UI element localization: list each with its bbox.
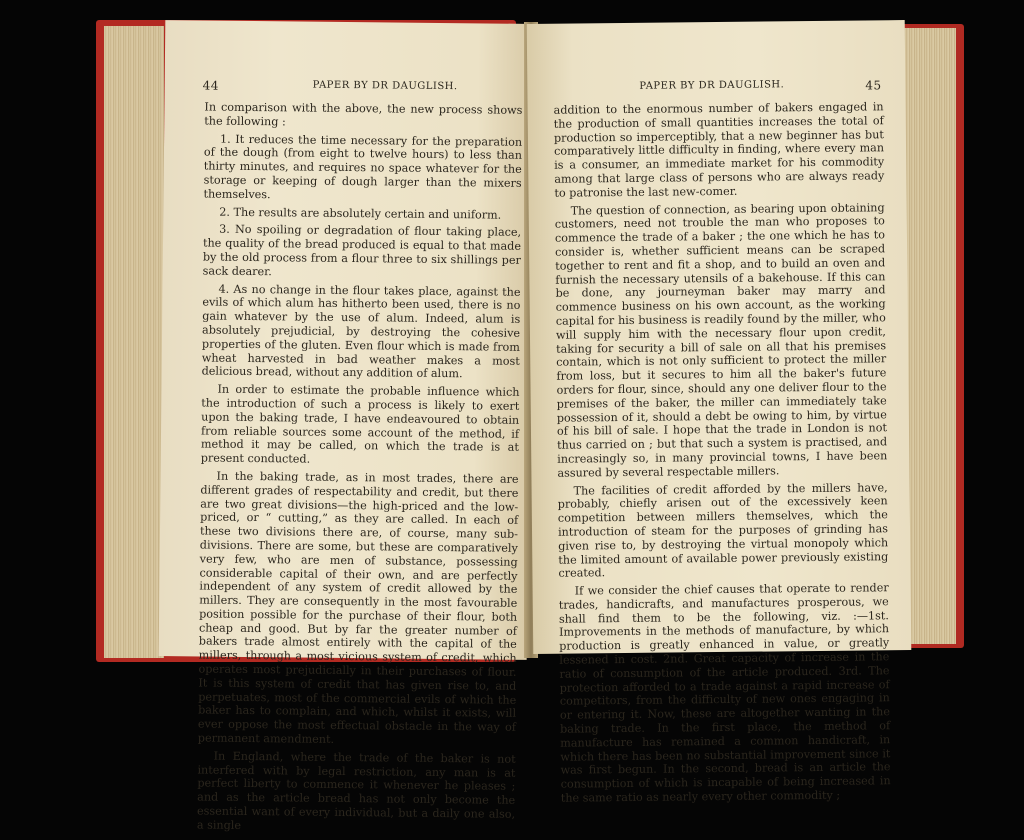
right-page-text	[554, 100, 891, 809]
right-page-number: 45	[865, 78, 882, 93]
paragraph: In the baking trade, as in most trades, there are different grades of respectability and credit, but there are two great divisions—the high-priced and the low-priced, or “ cutting,” as they are called. In each of these two divisions there are, of course, many sub-divisions. There are some, but these are comparatively very few, who are men of substance, possessing considerable capital of their own, and are perfectly independent of any system of credit allowed by the millers. They are consequently in the most favourable position possible for the purchase of their flour, both cheap and good. But by far the greater number of bakers trade almost entirely with the capital of the millers, through a most vicious system of credit, which operates most prejudicially in their purchases of flour. It is this system of credit that has given rise to, and perpetuates, most of the commercial evils of which the baker has to complain, and which, whilst it exists, will ever oppose the most effectual obstacle in the way of permanent amendment.	[197, 469, 519, 746]
paragraph: In order to estimate the probable influence which the introduction of such a process is likely to exert upon the baking trade, I have endeavoured to obtain from reliable sources some account of the method, if method it may be called, on which the trade is at present conducted.	[200, 382, 520, 466]
paragraph: The question of connection, as bearing upon obtaining customers, need not trouble the man who proposes to commence the trade of a baker ; the one which he has to consider is, whether sufficient means can be scraped together to rent and fit a shop, and to build an oven and furnish the necessary utensils of a bakehouse. If this can be done, any journeyman baker may marry and commence business on his own account, as the working capital for his business is readily found by the miller, who will supply him with the necessary flour upon credit, taking for security a bill of sale on all that his premises contain, which is not only sufficient to protect the miller from loss, but it secures to him all the baker's future orders for flour, since, should any one deliver flour to the premises of the baker, the miller can immediately take possession of it, should a debt be owing to him, by virtue of his bill of sale. I hope that the trade in London is not thus carried on ; but that such a system is practised, and increasingly so, in many provincial towns, I have been assured by several respectable millers.	[554, 200, 888, 480]
page-edges-left	[104, 26, 164, 658]
paragraph: The facilities of credit afforded by the millers have, probably, chiefly arisen out of the excessively keen competition between millers themselves, which the introduction of steam for the purposes of grinding has given rise to, by destroying the virtual monopoly which the limited amount of available power previously existing created.	[557, 480, 889, 580]
paragraph: 3. No spoiling or degradation of flour taking place, the quality of the bread produced is equal to that made by the old process from a flour three to six shillings per sack dearer.	[202, 223, 522, 278]
left-page	[159, 20, 534, 832]
right-page	[527, 20, 912, 805]
paragraph: 2. The results are absolutely certain and uniform.	[219, 205, 502, 222]
left-page-text	[197, 101, 523, 840]
paragraph: If we consider the chief causes that operate to render trades, handicrafts, and manufactures prosperous, we shall find them to be the following, viz. :—1st. Improvements in the methods of manufacture, by which production is greatly enhanced in value, or greatly lessened in cost. 2nd. Great capacity of increase in the ratio of consumption of the article produced. 3rd. The protection afforded to a trade against a rapid increase of competitors, from the difficulty of new ones engaging in or entering it. Now, these are altogether wanting in the baking trade. In the first place, the method of manufacture has remained a common handicraft, in which there has been no substantial improvement since it was first begun. In the second, bread is an article the consumption of which is incapable of being increased in the same ratio as nearly every other commodity ;	[558, 581, 891, 805]
paragraph: 1. It reduces the time necessary for the preparation of the dough (from eight to twelve hours) to less than thirty minutes, and requires no space whatever for the storage or keeping of dough larger than the mixers themselves.	[203, 132, 523, 201]
right-running-header: PAPER BY DR DAUGLISH.	[639, 79, 785, 92]
paragraph: In comparison with the above, the new process shows the following :	[204, 100, 523, 129]
left-running-header: PAPER BY DR DAUGLISH.	[312, 79, 458, 93]
paragraph: 4. As no change in the flour takes place, against the evils of which alum has hitherto been used, there is no gain whatever by the use of alum. Indeed, alum is absolutely prejudicial, by destroying the cohesive properties of the gluten. Even flour which is made from wheat harvested in bad weather makes a most delicious bread, without any addition of alum.	[201, 282, 521, 381]
left-page-number: 44	[202, 78, 220, 93]
paragraph: In England, where the trade of the baker is not interfered with by legal restriction, any man is at perfect liberty to commence it whenever he pleases ; and as the article bread has not only become the essential want of every individual, but a daily one also, a single	[196, 749, 516, 832]
paragraph: addition to the enormous number of bakers engaged in the production of small quantities increases the total of production so imperceptibly, that a new beginner has but comparatively little difficulty in finding, where every man is a consumer, an immediate market for his commodity among that large class of persons who are always ready to patronise the last new-comer.	[553, 100, 885, 200]
